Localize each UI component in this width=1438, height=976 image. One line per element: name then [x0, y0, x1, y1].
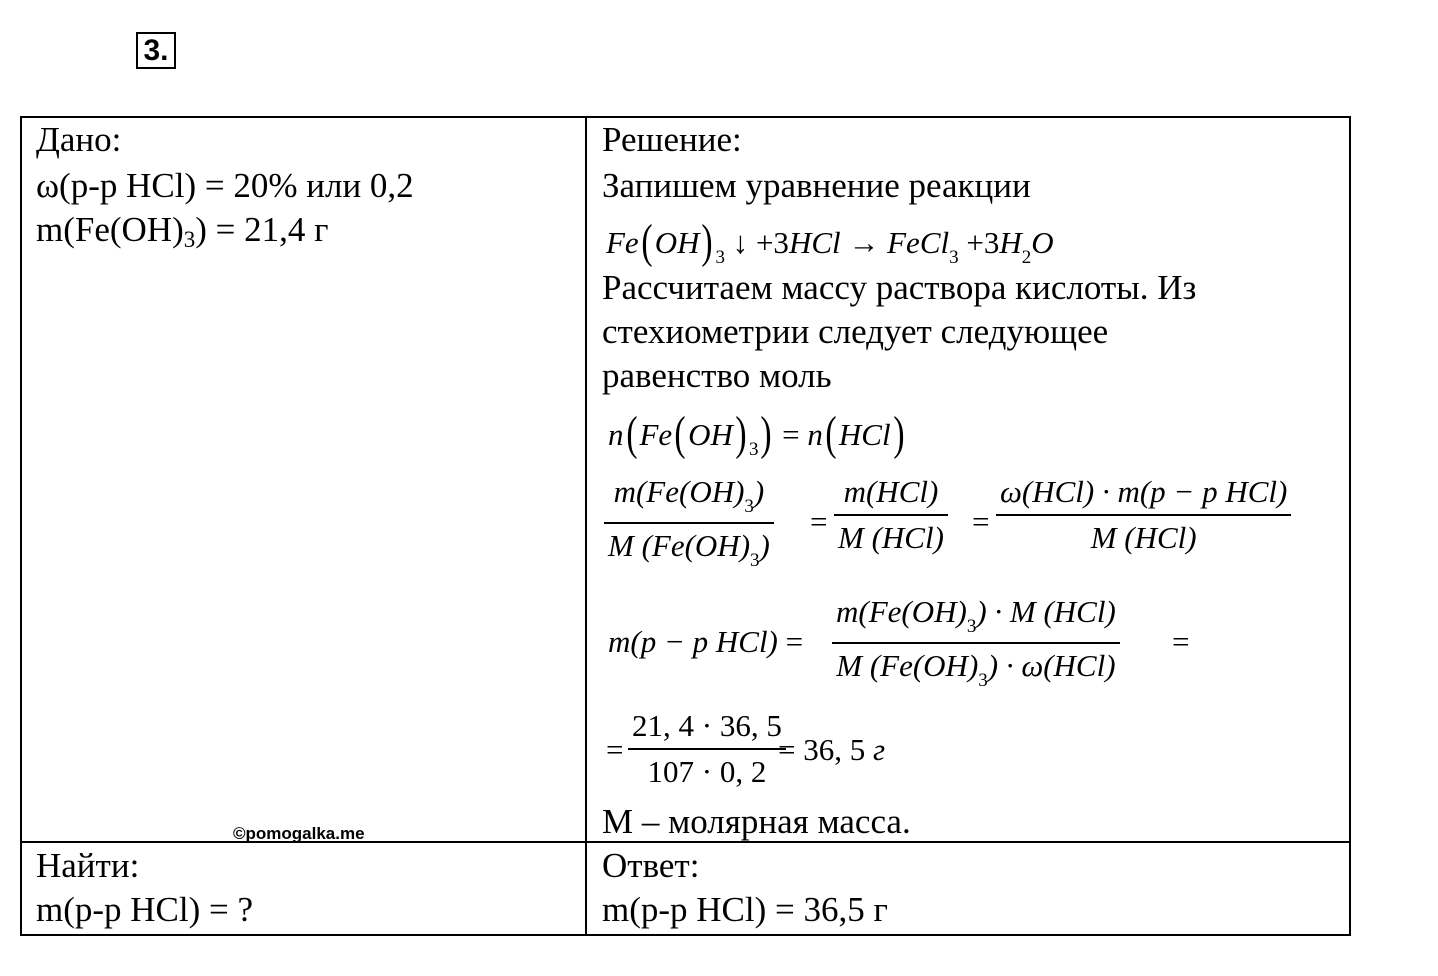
fraction-numeric: 21, 4 · 36, 5 107 · 0, 2 — [628, 708, 786, 790]
answer-line: m(р-р HCl) = 36,5 г — [602, 890, 888, 929]
given-mass: m(Fe(OH)3) = 21,4 г — [36, 210, 329, 252]
solution-text-3: равенство моль — [602, 356, 832, 395]
solution-text-2: стехиометрии следует следующее — [602, 312, 1109, 351]
equals-sign: = — [1172, 624, 1190, 659]
numeric-result: = 36, 5 г — [778, 732, 886, 767]
mole-equality: n(Fe(OH) $_3$) = n(HCl) — [608, 407, 905, 460]
equals-sign: = — [606, 732, 624, 767]
given-heading: Дано: — [36, 120, 122, 159]
equals-sign: = — [972, 504, 990, 539]
solution-text-1: Рассчитаем массу раствора кислоты. Из — [602, 268, 1197, 307]
watermark: ©pomogalka.me — [233, 824, 365, 843]
fraction-mass-ratio: $m(Fe(OH)_3)$ M $(Fe(OH)_3)$ — [604, 474, 774, 572]
problem-number: 3. — [136, 32, 176, 69]
molar-mass-note: M – молярная масса. — [602, 802, 911, 841]
given-omega: ω(р-р HCl) = 20% или 0,2 — [36, 166, 414, 205]
fraction-omega: ω(HCl) · m(p − p HCl) M (HCl) — [996, 474, 1291, 556]
find-line: m(р-р HCl) = ? — [36, 890, 254, 929]
answer-heading: Ответ: — [602, 846, 700, 885]
find-heading: Найти: — [36, 846, 140, 885]
solution-heading: Решение: — [602, 120, 742, 159]
solution-intro: Запишем уравнение реакции — [602, 166, 1031, 205]
reaction-equation: Fe(OH) $_3$ ↓ +3HCl → FeCl$_3$ $+3H_2O$ — [606, 215, 1054, 268]
fraction-solution-mass: $m(Fe(OH)_3) \cdot M$ (HCl) M $(Fe(OH)_3) \cdot \omega(HCl)$ — [832, 594, 1120, 692]
fraction-hcl: m(HCl) M (HCl) — [834, 474, 948, 556]
column-divider — [585, 116, 587, 936]
solution-mass-lhs: m(p − p HCl) = — [608, 624, 804, 659]
equals-sign: = — [810, 504, 828, 539]
